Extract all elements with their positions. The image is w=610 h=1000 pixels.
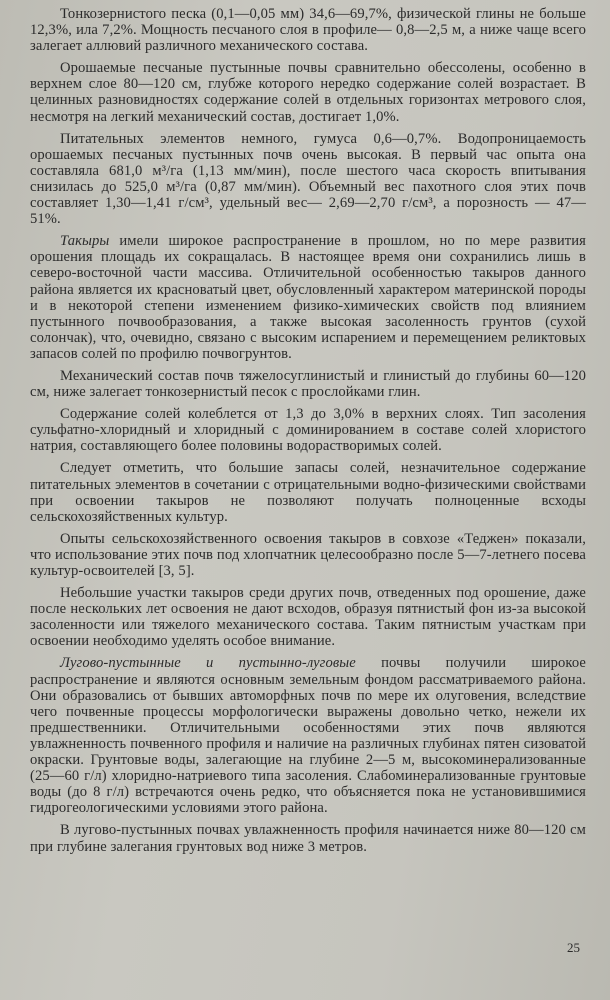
paragraph	[30, 406, 586, 454]
paragraph	[30, 368, 586, 400]
paragraph-text: Следует отметить, что большие запасы солей, незначительное содержание питательных элементов в сочетании с отрицательными водно-физическими свойствами при освоении такыров не позволяют получать полноценные всходы сельскохозяйственных культур.	[30, 460, 586, 525]
paragraph	[30, 460, 586, 524]
paragraph-text: Питательных элементов немного, гумуса 0,6—0,7%. Водопроницаемость орошаемых песчаных пустынных почв очень высокая. В первый час опыта она составляла 681,0 м³/га (1,13 мм/мин), после шестого часа скорость впитывания снизилась до 525,0 м³/га (0,87 мм/мин). Объемный вес пахотного слоя этих почв составляет 1,30—1,41 г/см³, удельный вес— 2,69—2,70 г/см³, а порозность — 47—51%.	[30, 130, 586, 228]
paragraph-text: имели широкое распространение в прошлом, но по мере развития орошения площадь их сокращалась. В настоящее время они сохранились лишь в северо-восточной части массива. Отличительной особенностью такыров данного района является их красноватый цвет, обусловленный характером материнской породы и в некоторой степени изменением физико-химических свойств под влиянием пустынного почвообразования, а также высокая засоленность грунтов (сухой солончак), что, очевидно, связано с высоким испарением и перемещением реликтовых запасов солей по профилю почвогрунтов.	[30, 233, 586, 362]
paragraph-text: Содержание солей колеблется от 1,3 до 3,0% в верхних слоях. Тип засоления сульфатно-хлоридный и хлоридный с доминированием в составе солей хлористого натрия, составляющего более половины водорастворимых солей.	[30, 406, 586, 455]
italic-term: Лугово-пустынные и пустынно-луговые	[60, 655, 356, 672]
paragraph	[30, 531, 586, 579]
paragraph-text: Небольшие участки такыров среди других почв, отведенных под орошение, даже после нескольких лет освоения не дают всходов, образуя пятнистый фон из-за высокой засоленности или тяжелого механического состава. Таким пятнистым участкам при освоении необходимо уделять особое внимание.	[30, 585, 586, 650]
paragraph-text: Орошаемые песчаные пустынные почвы сравнительно обессолены, особенно в верхнем слое 80—120 см, глубже которого нередко содержание солей возрастает. В целинных разновидностях содержание солей в отдельных горизонтах метрового слоя, несмотря на легкий механический состав, достигает 1,0%.	[30, 60, 586, 125]
page-number: 25	[567, 939, 580, 955]
paragraph-lugovo-pustynnye	[30, 655, 586, 816]
italic-term: Такыры	[60, 233, 110, 250]
book-page	[30, 6, 586, 996]
paragraph-takyry	[30, 233, 586, 362]
paragraph	[30, 585, 586, 649]
paragraph-text: почвы получили широкое распространение и являются основным земельным фондом рассматриваемого района. Они образовались от бывших автоморфных почв по мере их олуговения, вследствие чего почвенные процессы морфологически выражены довольно четко, нежели их предшественники. Отличительными особенностями этих почв являются увлажненность почвенного профиля и наличие на различных глубинах пятен сизоватой окраски. Грунтовые воды, залегающие на глубине 2—5 м, высокоминерализованные (25—60 г/л) хлоридно-натриевого типа засоления. Слабоминерализованные грунтовые воды (до 8 г/л) встречаются очень редко, что объясняется пока не установившимися гидрогеологическими условиями этого района.	[30, 655, 586, 817]
paragraph	[30, 131, 586, 228]
paragraph	[30, 822, 586, 854]
paragraph	[30, 6, 586, 54]
paragraph	[30, 60, 586, 124]
paragraph-text: Опыты сельскохозяйственного освоения такыров в совхозе «Теджен» показали, что использование этих почв под хлопчатник целесообразно после 5—7-летнего посева культур-освоителей [3, 5].	[30, 530, 586, 579]
paragraph-text: Механический состав почв тяжелосуглинистый и глинистый до глубины 60—120 см, ниже залегает тонкозернистый песок с прослойками глин.	[30, 367, 586, 401]
paragraph-text: В лугово-пустынных почвах увлажненность профиля начинается ниже 80—120 см при глубине залегания грунтовых вод ниже 3 метров.	[30, 822, 586, 855]
paragraph-text: Тонкозернистого песка (0,1—0,05 мм) 34,6—69,7%, физической глины не больше 12,3%, ила 7,2%. Мощность песчаного слоя в профиле— 0,8—2,5 м, а ниже чаще всего залегает аллювий различного механического состава.	[30, 6, 586, 55]
